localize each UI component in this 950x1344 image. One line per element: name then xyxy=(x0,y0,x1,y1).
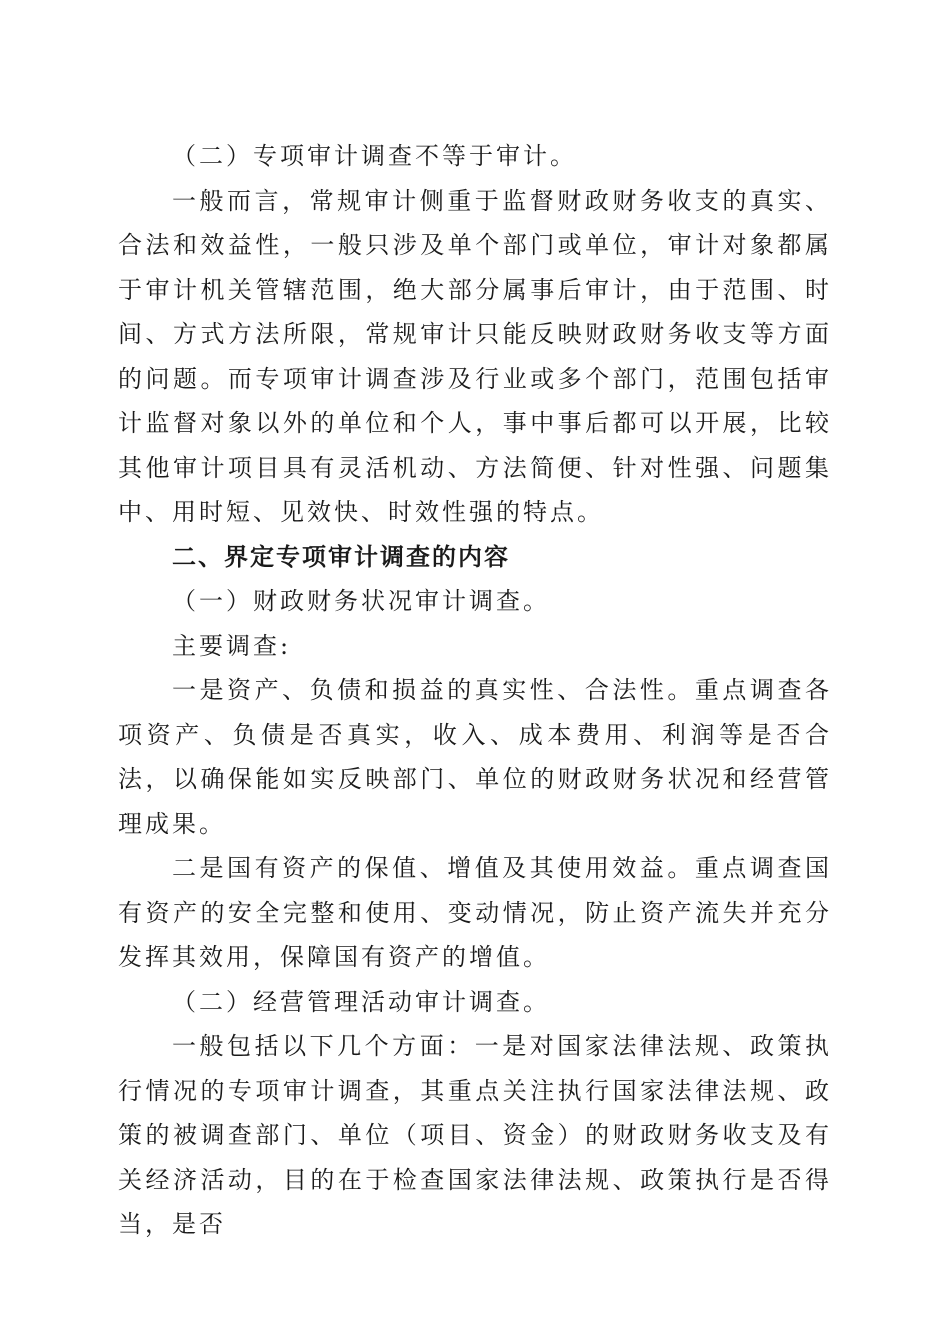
section-subheading-2b: （二）经营管理活动审计调查。 xyxy=(172,987,550,1016)
paragraph-management-activity: 一般包括以下几个方面：一是对国家法律法规、政策执行情况的专项审计调查，其重点关注执行国家法律法规、政策的被调查部门、单位（项目、资金）的财政财务收支及有关经济活动，目的在于检查国家法律法规、政策执行是否得当，是否 xyxy=(118,1032,832,1238)
paragraph-audit-comparison: 一般而言，常规审计侧重于监督财政财务收支的真实、合法和效益性，一般只涉及单个部门或单位，审计对象都属于审计机关管辖范围，绝大部分属事后审计，由于范围、时间、方式方法所限，常规审计只能反映财政财务收支等方面的问题。而专项审计调查涉及行业或多个部门，范围包括审计监督对象以外的单位和个人，事中事后都可以开展，比较其他审计项目具有灵活机动、方法简便、针对性强、问题集中、用时短、见效快、时效性强的特点。 xyxy=(118,186,832,526)
paragraph-item-two: 二是国有资产的保值、增值及其使用效益。重点调查国有资产的安全完整和使用、变动情况，防止资产流失并充分发挥其效用，保障国有资产的增值。 xyxy=(118,854,832,971)
section-subheading-1: （一）财政财务状况审计调查。 xyxy=(172,587,550,615)
main-survey-label: 主要调查: xyxy=(172,631,292,660)
section-subheading-2: （二）专项审计调查不等于审计。 xyxy=(172,142,577,170)
document-body xyxy=(118,134,832,1247)
paragraph-item-one: 一是资产、负债和损益的真实性、合法性。重点调查各项资产、负债是否真实，收入、成本费用、利润等是否合法，以确保能如实反映部门、单位的财政财务状况和经营管理成果。 xyxy=(118,676,832,838)
section-heading-2: 二、界定专项审计调查的内容 xyxy=(172,542,510,571)
